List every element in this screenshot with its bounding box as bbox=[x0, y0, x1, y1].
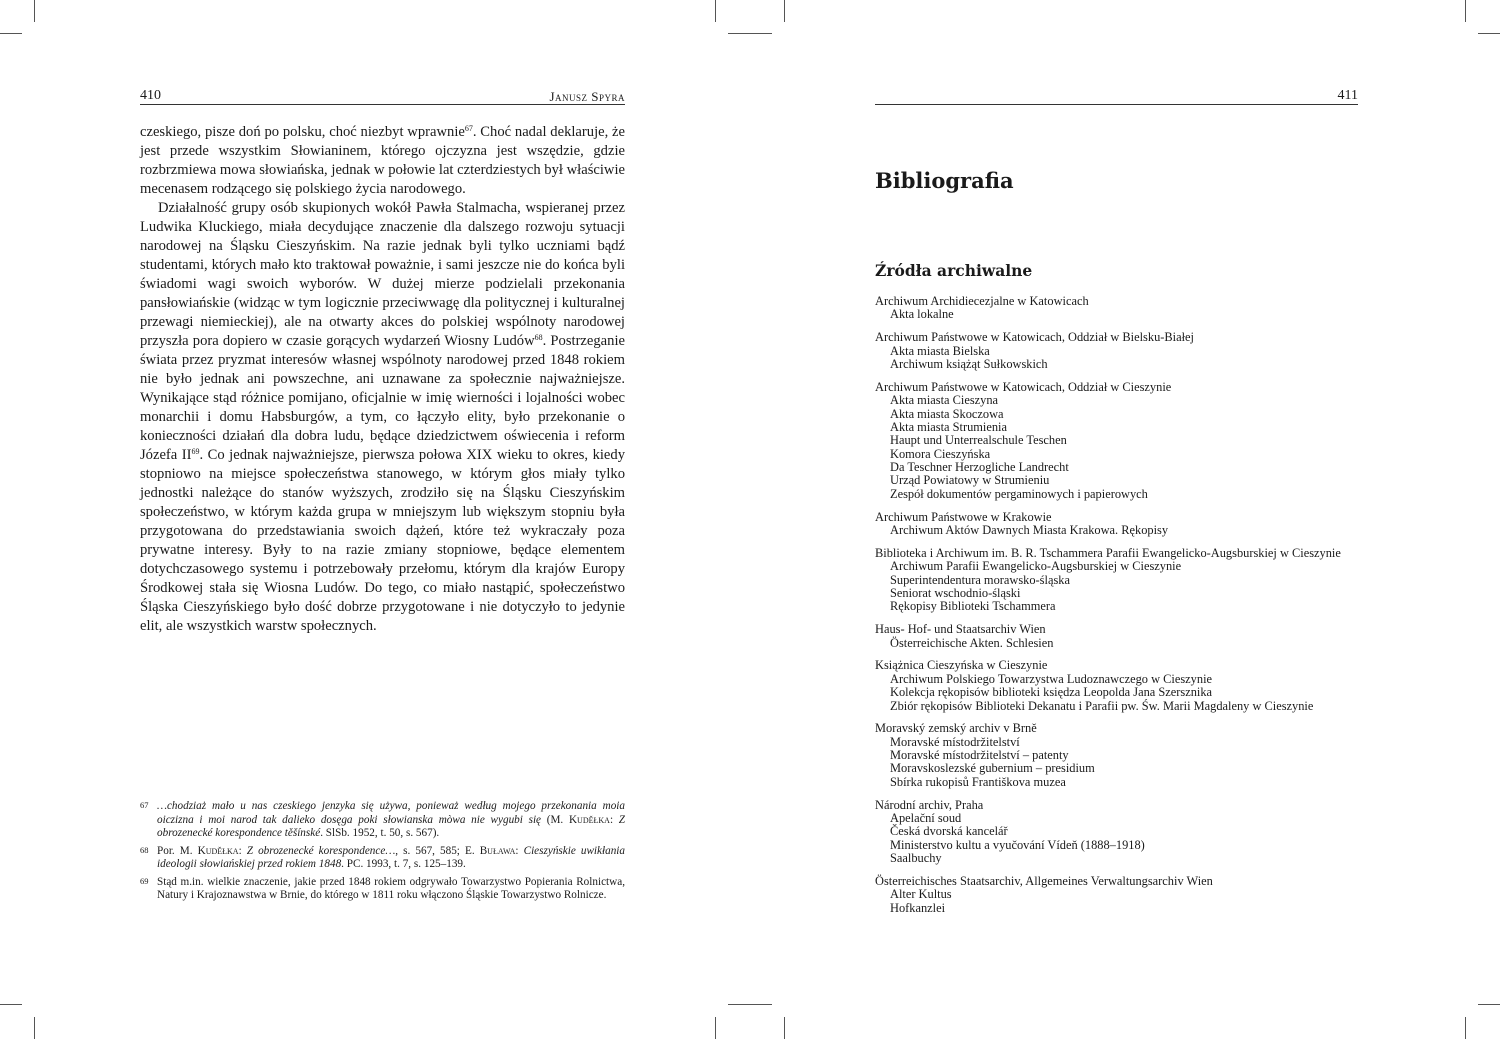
archive-collection: Komora Cieszyńska bbox=[890, 446, 991, 461]
archive-collection: Moravské místodržitelství – patenty bbox=[890, 748, 1069, 763]
crop-mark bbox=[784, 1017, 785, 1039]
archive-collection: Zespół dokumentów pergaminowych i papierowych bbox=[890, 486, 1148, 501]
archive-collection: Haupt und Unterrealschule Teschen bbox=[890, 433, 1067, 448]
page-number: 410 bbox=[140, 88, 161, 103]
archive-collection: Akta miasta Strumienia bbox=[890, 419, 1007, 434]
section-title: Źródła archiwalne bbox=[875, 261, 1033, 280]
crop-mark bbox=[34, 1017, 35, 1039]
archive-name: Moravský zemský archiv v Brně bbox=[875, 721, 1037, 736]
archive-collection: Sbírka rukopisů Františkova muzea bbox=[890, 774, 1066, 789]
archive-entry bbox=[875, 722, 1358, 789]
footnote: 68 Por. M. Kuděłka: Z obrozenecké korespondence…, s. 567, 585; E. Buława: Cieszyńskie uwikłania ideologii słowiańskiej przed rokiem 1848. PC. 1993, t. 7, s. 125–139. bbox=[140, 844, 626, 870]
archive-collection: Hofkanzlei bbox=[890, 900, 946, 915]
archive-name: Národní archiv, Praha bbox=[875, 797, 984, 812]
running-head-author: Janusz Spyra bbox=[549, 89, 625, 104]
archive-collection: Alter Kultus bbox=[890, 887, 952, 902]
crop-mark bbox=[728, 33, 772, 34]
archive-entry bbox=[875, 295, 1358, 322]
crop-mark bbox=[1478, 1004, 1500, 1005]
archive-collection: Moravské místodržitelství bbox=[890, 734, 1020, 749]
crop-mark bbox=[34, 0, 35, 22]
crop-mark bbox=[728, 1004, 772, 1005]
archive-collection: Seniorat wschodnio-śląski bbox=[890, 585, 1021, 600]
archive-entry bbox=[875, 623, 1358, 650]
archive-name: Archiwum Państwowe w Katowicach, Oddział w Bielsku-Białej bbox=[875, 330, 1194, 345]
crop-mark bbox=[784, 0, 785, 22]
footnote-ref[interactable]: 67 bbox=[464, 124, 473, 133]
archive-entry bbox=[875, 331, 1358, 371]
footnote-number: 68 bbox=[140, 844, 149, 855]
page-number: 411 bbox=[1337, 88, 1358, 103]
footnote: 67 …chodziaż mało u nas czeskiego jenzyka się używa, ponieważ według mojego przekonania moia oiczizna i moi narod tak dalieko dosęga poki słowianska mòwa nie wygubi się (M. Kuděłka: Z obrozenecké korespondence těšínské. SlSb. 1952, t. 50, s. 567). bbox=[140, 800, 626, 839]
crop-mark bbox=[1465, 1017, 1466, 1039]
crop-mark bbox=[1465, 0, 1466, 22]
archive-collection: Archiwum książąt Sułkowskich bbox=[890, 356, 1048, 371]
archive-list bbox=[875, 295, 1358, 925]
running-head bbox=[875, 88, 1358, 105]
archive-entry bbox=[875, 659, 1358, 712]
paragraph: Działalność grupy osób skupionych wokół Pawła Stalmacha, wspieranej przez Ludwika Kluckiego, miała decydujące znaczenie dla dalszego rozwoju sytuacji narodowej na Śląsku Cieszyńskim. Na razie jednak byli tylko uczniami bądź studentami, których mało kto traktował poważnie, i sami jeszcze nie do końca byli świadomi wagi swoich wyborów. W dużej mierze podzielali przekonania pansłowiańskie (widząc w tym logicznie przeciwwagę dla politycznej i kulturalnej przewagi niemieckiej), ale na otwarty akces do polskiej wspólnoty narodowej przyszła pora dopiero w czasie gorących wydarzeń Wiosny Ludów$^{68}$. Postrzeganie świata przez pryzmat interesów własnej wspólnoty narodowej przed 1848 rokiem nie było jednak ani powszechne, ani uznawane za społecznie najważniejsze. Wynikające stąd różnice pomijano, oficjalnie w imię wierności i lojalności wobec monarchii i domu Habsburgów, a tym, co łączyło elity, było przekonanie o konieczności działań dla dobra ludu, będące dziedzictwem oświecenia i reform Józefa II$^{69}$. Co jednak najważniejsze, pierwsza połowa XIX wieku to okres, kiedy stopniowo na miejsce społeczeństwa stanowego, w którym głos miały tylko jednostki należące do stanów wyższych, zrodziło się na Śląsku Cieszyńskim społeczeństwo, w którym każda grupa w mniejszym lub większym stopniu była przygotowana do przedstawiania swoich dążeń, które też wykraczały poza prywatne interesy. Były to na razie zmiany stopniowe, będące elementem dotychczasowego systemu i potrzebowały przełomu, którym dla krajów Europy Środkowej stała się Wiosna Ludów. Do tego, co miało nastąpić, społeczeństwo Śląska Cieszyńskiego było dość dobrze przygotowane i nie dotyczyło to jedynie elit, ale wszystkich warstw społecznych. bbox=[140, 200, 626, 634]
archive-collection: Archiwum Polskiego Towarzystwa Ludoznawczego w Cieszynie bbox=[890, 671, 1213, 686]
archive-collection: Ministerstvo kultu a vyučování Vídeň (1888–1918) bbox=[890, 837, 1145, 852]
archive-collection: Akta lokalne bbox=[890, 307, 954, 322]
footnote-number: 69 bbox=[140, 875, 149, 886]
footnote-number: 67 bbox=[140, 800, 149, 810]
archive-entry bbox=[875, 381, 1358, 501]
archive-collection: Urząd Powiatowy w Strumieniu bbox=[890, 473, 1050, 488]
archive-collection: Apelační soud bbox=[890, 811, 962, 826]
crop-mark bbox=[1478, 33, 1500, 34]
archive-entry bbox=[875, 511, 1358, 538]
chapter-title: Bibliografia bbox=[875, 168, 1014, 193]
archive-collection: Akta miasta Bielska bbox=[890, 343, 990, 358]
running-head bbox=[140, 88, 625, 105]
paragraph: czeskiego, pisze doń po polsku, choć niezbyt wprawnie$^{67}$. Choć nadal deklaruje, że jest przede wszystkim Słowianinem, którego ojczyzna jest wszędzie, gdzie rozbrzmiewa mowa słowiańska, jednak w połowie lat czterdziestych był właściwie mecenasem rodzącego się polskiego życia narodowego. bbox=[140, 124, 626, 197]
archive-collection: Superintendentura morawsko-śląska bbox=[890, 572, 1070, 587]
archive-entry bbox=[875, 547, 1358, 614]
archive-collection: Rękopisy Biblioteki Tschammera bbox=[890, 599, 1056, 614]
archive-name: Haus- Hof- und Staatsarchiv Wien bbox=[875, 622, 1046, 637]
crop-mark bbox=[0, 33, 22, 34]
archive-collection: Archiwum Aktów Dawnych Miasta Krakowa. Rękopisy bbox=[890, 522, 1169, 537]
footnote: 69 Stąd m.in. wielkie znaczenie, jakie przed 1848 rokiem odgrywało Towarzystwo Popierania Rolnictwa, Natury i Krajoznawstwa w Brnie, do którego w 1811 roku włączono Śląskie Towarzystwo Rolnicze. bbox=[140, 875, 625, 901]
archive-name: Archiwum Państwowe w Katowicach, Oddział w Cieszynie bbox=[875, 379, 1172, 394]
archive-collection: Moravskoslezské gubernium – presidium bbox=[890, 761, 1095, 776]
footnotes bbox=[140, 800, 625, 907]
footnote-ref[interactable]: 68 bbox=[534, 333, 543, 342]
archive-collection: Česká dvorská kancelář bbox=[890, 824, 1008, 839]
archive-collection: Akta miasta Skoczowa bbox=[890, 406, 1004, 421]
archive-name: Biblioteka i Archiwum im. B. R. Tschammera Parafii Ewangelicko-Augsburskiej w Cieszynie bbox=[875, 545, 1341, 560]
archive-name: Archiwum Państwowe w Krakowie bbox=[875, 509, 1052, 524]
archive-entry bbox=[875, 799, 1358, 866]
archive-name: Archiwum Archidiecezjalne w Katowicach bbox=[875, 294, 1089, 308]
crop-mark bbox=[715, 0, 716, 22]
crop-mark bbox=[715, 1017, 716, 1039]
archive-collection: Da Teschner Herzogliche Landrecht bbox=[890, 459, 1069, 474]
archive-entry bbox=[875, 875, 1358, 915]
archive-collection: Akta miasta Cieszyna bbox=[890, 393, 999, 408]
archive-collection: Saalbuchy bbox=[890, 851, 942, 866]
footnote-ref[interactable]: 69 bbox=[191, 447, 200, 456]
body-text bbox=[140, 123, 625, 636]
right-page bbox=[875, 0, 1358, 1039]
archive-collection: Zbiór rękopisów Biblioteki Dekanatu i Parafii pw. Św. Marii Magdaleny w Cieszynie bbox=[890, 698, 1314, 713]
archive-collection: Archiwum Parafii Ewangelicko-Augsburskiej w Cieszynie bbox=[890, 559, 1182, 574]
archive-collection: Österreichische Akten. Schlesien bbox=[890, 635, 1054, 650]
archive-name: Österreichisches Staatsarchiv, Allgemeines Verwaltungsarchiv Wien bbox=[875, 874, 1213, 889]
archive-name: Książnica Cieszyńska w Cieszynie bbox=[875, 658, 1048, 673]
archive-collection: Kolekcja rękopisów biblioteki księdza Leopolda Jana Szersznika bbox=[890, 685, 1213, 700]
left-page bbox=[140, 0, 625, 1039]
crop-mark bbox=[0, 1004, 22, 1005]
